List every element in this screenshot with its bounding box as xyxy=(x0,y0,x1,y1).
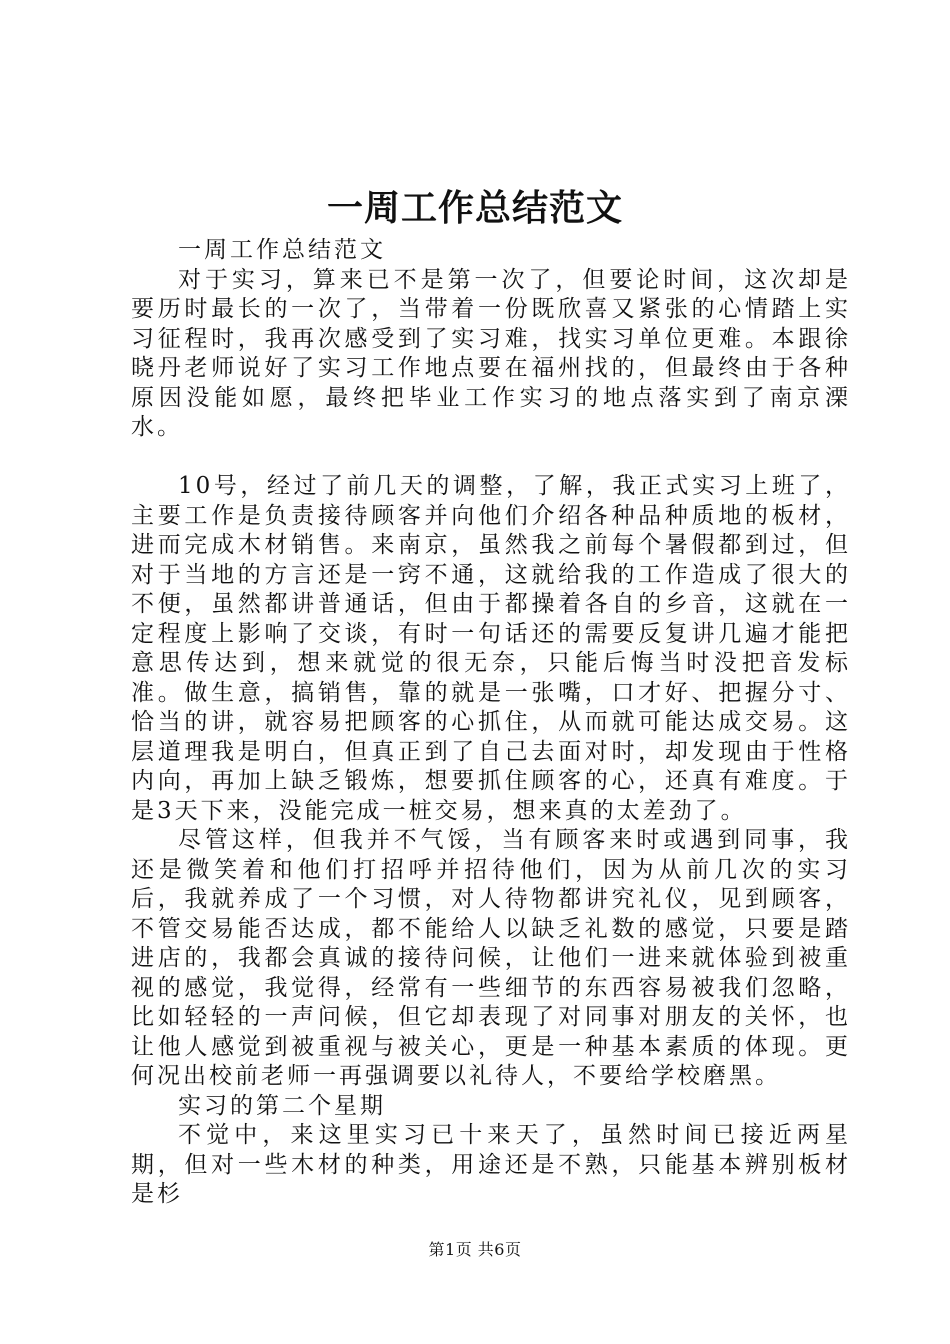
document-title: 一周工作总结范文 xyxy=(326,187,623,229)
page-number-footer: 第1页 共6页 xyxy=(428,1240,522,1259)
section-heading: 实习的第二个星期 xyxy=(178,1092,386,1119)
document-body xyxy=(131,236,851,1210)
body-paragraph: 尽管这样，但我并不气馁，当有顾客来时或遇到同事，我还是微笑着和他们打招呼并招待他们，因为从前几次的实习后，我就养成了一个习惯，对人待物都讲究礼仪，见到顾客，不管交易能否达成，都不能给人以缺乏礼数的感觉，只要是踏进店的，我都会真诚的接待问候，让他们一进来就体验到被重视的感觉，我觉得，经常有一些细节的东西容易被我们忽略，比如轻轻的一声问候，但它却表现了对同事对朋友的关怀，也让他人感觉到被重视与被关心，更是一种基本素质的体现。更何况出校前老师一再强调要以礼待人，不要给学校磨黑。 xyxy=(131,827,851,1089)
body-paragraph: 一周工作总结范文 xyxy=(178,237,386,263)
body-paragraph: 对于实习，算来已不是第一次了，但要论时间，这次却是要历时最长的一次了，当带着一份既欣喜又紧张的心情踏上实习征程时，我再次感受到了实习难，找实习单位更难。本跟徐晓丹老师说好了实习工作地点要在福州找的，但最终由于各种原因没能如愿，最终把毕业工作实习的地点落实到了南京溧水。 xyxy=(131,266,851,440)
body-paragraph: 10号，经过了前几天的调整，了解，我正式实习上班了，主要工作是负责接待顾客并向他们介绍各种品种质地的板材，进而完成木材销售。来南京，虽然我之前每个暑假都到过，但对于当地的方言还是一窍不通，这就给我的工作造成了很大的不便，虽然都讲普通话，但由于都操着各自的乡音，这就在一定程度上影响了交谈，有时一句话还的需要反复讲几遍才能把意思传达到，想来就觉的很无奈，只能后悔当时没把音发标准。做生意，搞销售，靠的就是一张嘴，口才好、把握分寸、恰当的讲，就容易把顾客的心抓住，从而就可能达成交易。这层道理我是明白，但真正到了自己去面对时，却发现由于性格内向，再加上缺乏锻炼，想要抓住顾客的心，还真有难度。于是3天下来，没能完成一桩交易，想来真的太差劲了。 xyxy=(131,473,851,824)
body-paragraph: 不觉中，来这里实习已十来天了，虽然时间已接近两星期，但对一些木材的种类，用途还是不熟，只能基本辨别板材是杉 xyxy=(131,1122,851,1207)
